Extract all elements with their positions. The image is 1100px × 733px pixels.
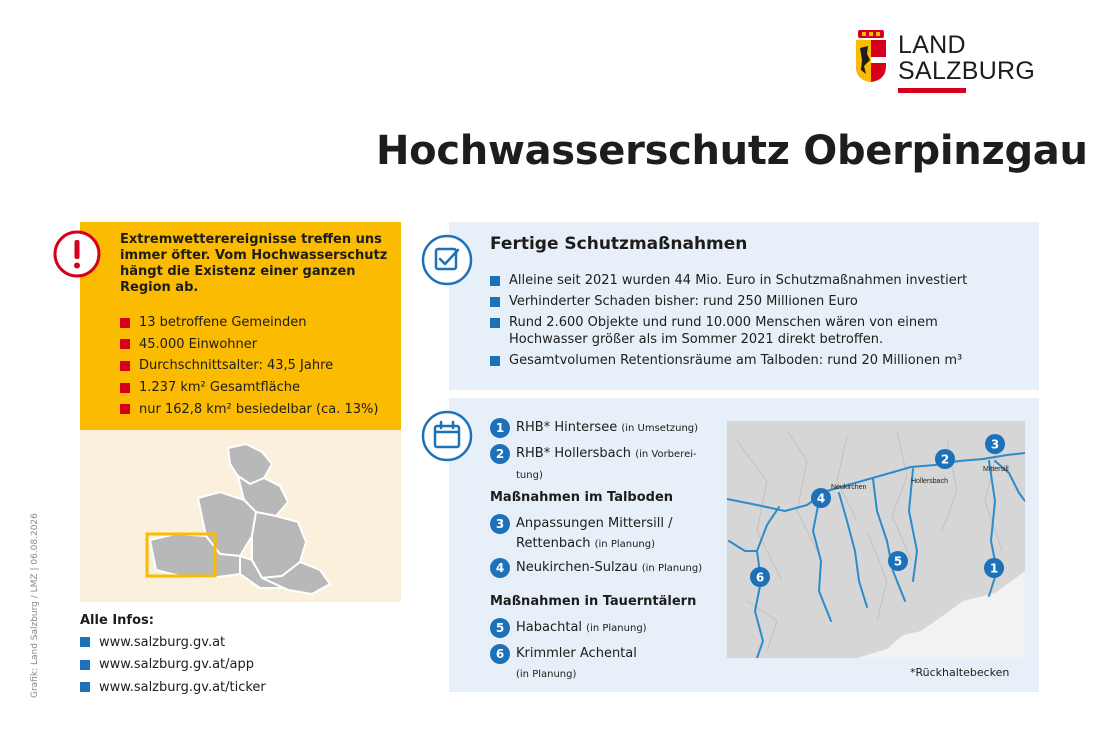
step-name: Habachtal <box>516 620 583 635</box>
completed-text: Alleine seit 2021 wurden 44 Mio. Euro in Schutzmaßnahmen investiert <box>509 273 968 288</box>
step-number: 6 <box>490 644 510 664</box>
map-label-neukirchen: Neukirchen <box>831 484 867 491</box>
bullet-icon <box>490 276 500 286</box>
list-item <box>120 334 378 356</box>
step-status: (in Planung) <box>594 539 656 550</box>
salzburg-region-map <box>80 430 401 602</box>
list-item <box>490 273 1020 290</box>
map-marker-6 <box>750 567 770 587</box>
step-number: 3 <box>490 514 510 534</box>
coat-of-arms-icon <box>854 30 888 82</box>
infos-title: Alle Infos: <box>80 613 154 628</box>
step-number: 1 <box>490 418 510 438</box>
bullet-icon <box>490 297 500 307</box>
page-title: Hochwasserschutz Oberpinzgau <box>376 128 1088 174</box>
bullet-icon <box>490 356 500 366</box>
footnote: *Rückhaltebecken <box>910 666 1010 679</box>
heading-tauern: Maßnahmen in Tauerntälern <box>490 594 697 609</box>
svg-text:6: 6 <box>755 570 765 585</box>
list-item <box>490 353 1020 370</box>
map-marker-5 <box>888 551 908 571</box>
step-number: 2 <box>490 444 510 464</box>
calendar-icon <box>421 410 473 462</box>
logo-line1: LAND <box>898 31 966 59</box>
list-item <box>80 631 266 654</box>
map-marker-1 <box>984 558 1004 578</box>
list-item <box>80 676 266 699</box>
logo-text <box>898 32 1035 84</box>
map-marker-2 <box>935 449 955 469</box>
completed-text: Verhinderter Schaden bisher: rund 250 Millionen Euro <box>509 294 858 309</box>
map-label-hollersbach: Hollersbach <box>911 478 948 485</box>
link-salzburg[interactable]: www.salzburg.gv.at <box>99 634 226 650</box>
fact-text: nur 162,8 km² besiedelbar (ca. 13%) <box>139 401 379 417</box>
bullet-icon <box>80 660 90 670</box>
fact-text: 1.237 km² Gesamtfläche <box>139 380 300 396</box>
bullet-icon <box>120 383 130 393</box>
link-salzburg-app[interactable]: www.salzburg.gv.at/app <box>99 657 254 673</box>
step-status: (in Planung) <box>586 623 647 634</box>
oberpinzgau-terrain-map <box>727 421 1025 658</box>
logo-underline <box>898 88 966 93</box>
svg-text:1: 1 <box>989 561 999 576</box>
graphic-credit: Grafik: Land Salzburg / LMZ | 06.08.2026 <box>30 513 40 698</box>
map-marker-4 <box>811 488 831 508</box>
bullet-icon <box>490 318 500 328</box>
step-number: 4 <box>490 558 510 578</box>
list-item <box>120 312 378 334</box>
list-item <box>490 315 1020 348</box>
bullet-icon <box>120 318 130 328</box>
completed-title: Fertige Schutzmaßnahmen <box>490 234 748 254</box>
step-name: Krimmler Achental <box>516 646 637 661</box>
bullet-icon <box>120 339 130 349</box>
step-name: Neukirchen-Sulzau <box>516 560 638 575</box>
completed-list <box>490 273 1020 374</box>
fact-text: 45.000 Einwohner <box>139 336 258 352</box>
map-label-mittersill: Mittersill <box>983 466 1009 473</box>
step-status-cont: tung) <box>516 470 543 481</box>
svg-text:4: 4 <box>816 491 826 506</box>
bullet-icon <box>120 404 130 414</box>
fact-text: 13 betroffene Gemeinden <box>139 315 307 331</box>
svg-text:3: 3 <box>990 437 1000 452</box>
step-name: RHB* Hollersbach <box>516 446 632 461</box>
info-links <box>80 631 266 699</box>
map-marker-3 <box>985 434 1005 454</box>
svg-text:5: 5 <box>893 554 903 569</box>
bullet-icon <box>120 361 130 371</box>
bullet-icon <box>80 637 90 647</box>
step-6 <box>490 644 637 685</box>
heading-talboden: Maßnahmen im Talboden <box>490 490 674 505</box>
step-4 <box>490 558 702 579</box>
step-1 <box>490 418 698 439</box>
step-name-cont: Rettenbach <box>516 536 591 551</box>
step-status: (in Planung) <box>641 563 703 574</box>
facts-intro: Extremwetterereignisse treffen uns immer öfter. Vom Hochwasserschutz hängt die Existenz einer ganzen Region ab. <box>120 232 388 295</box>
step-name: Anpassungen Mittersill / <box>516 516 673 531</box>
bullet-icon <box>80 682 90 692</box>
step-name: RHB* Hintersee <box>516 420 618 435</box>
facts-list <box>120 312 378 420</box>
list-item <box>120 355 378 377</box>
step-number: 5 <box>490 618 510 638</box>
step-5 <box>490 618 647 639</box>
list-item <box>120 398 378 420</box>
list-item <box>490 294 1020 311</box>
land-salzburg-logo <box>854 28 1044 98</box>
checkbox-icon <box>421 234 473 286</box>
list-item <box>80 654 266 677</box>
step-status: (in Planung) <box>516 669 577 680</box>
completed-text: Rund 2.600 Objekte und rund 10.000 Menschen wären von einem Hochwasser größer als im Sommer 2021 direkt betroffen. <box>509 315 938 347</box>
step-status: (in Vorberei- <box>635 449 697 460</box>
completed-text: Gesamtvolumen Retentionsräume am Talboden: rund 20 Millionen m³ <box>509 352 963 368</box>
step-2 <box>490 444 697 486</box>
list-item <box>120 377 378 399</box>
fact-text: Durchschnittsalter: 43,5 Jahre <box>139 358 334 374</box>
step-status: (in Umsetzung) <box>621 423 699 434</box>
link-salzburg-ticker[interactable]: www.salzburg.gv.at/ticker <box>99 679 266 695</box>
svg-text:2: 2 <box>940 452 950 467</box>
logo-line2: SALZBURG <box>898 57 1036 85</box>
step-3 <box>490 514 672 555</box>
exclamation-icon <box>52 229 102 279</box>
